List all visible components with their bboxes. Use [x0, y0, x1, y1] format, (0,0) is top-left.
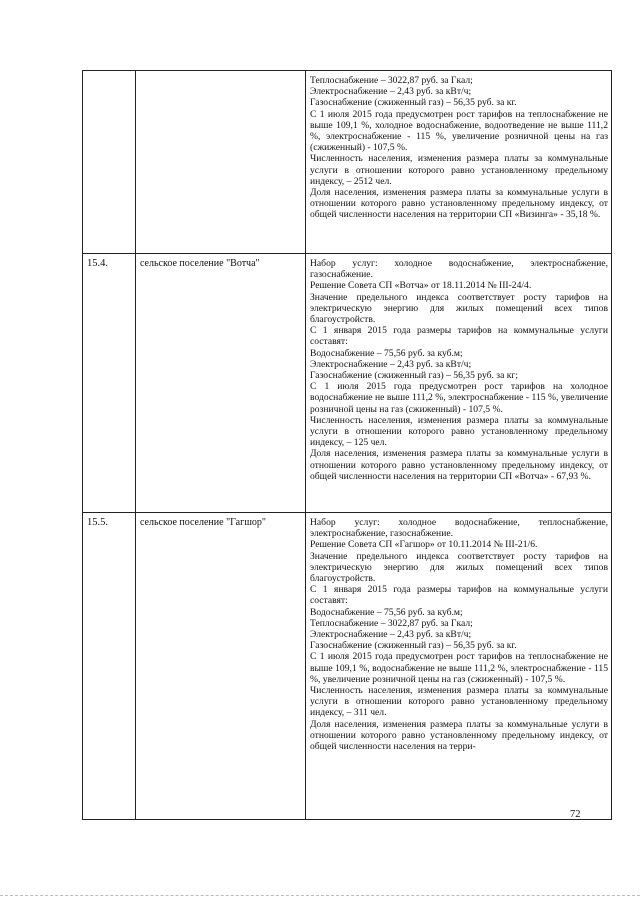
paragraph: Численность населения, изменения размера платы за коммунальные услуги в отношении которого равно установленному предельному индексу, – 2512 чел. [310, 153, 608, 187]
page-number: 72 [570, 809, 581, 820]
paragraph: Набор услуг: холодное водоснабжение, электроснабжение, газоснабжение. [310, 258, 608, 281]
paragraph: Водоснабжение – 75,56 руб. за куб.м; [310, 347, 463, 359]
tariff-table [82, 70, 612, 820]
settlement-name: сельское поселение "Гагшор" [136, 513, 306, 820]
paragraph: Электроснабжение – 2,43 руб. за кВт/ч; [310, 629, 472, 641]
table-row [83, 513, 612, 820]
paragraph: Водоснабжение – 75,56 руб. за куб.м; [310, 606, 463, 618]
row-content [306, 254, 612, 513]
paragraph: Теплоснабжение – 3022,87 руб. за Гкал; [310, 617, 473, 629]
row-number: 15.5. [83, 513, 136, 820]
paragraph: Доля населения, изменения размера платы за коммунальные услуги в отношении которого равно установленному предельному индексу, от общей численности населения на терри- [310, 718, 608, 753]
paragraph: Доля населения, изменения размера платы за коммунальные услуги в отношении которого равно установленному предельному индексу, от общей численности населения на территории СП «Вотча» - 67,93 %. [310, 448, 608, 482]
paragraph: Электроснабжение – 2,43 руб. за кВт/ч; [310, 358, 472, 370]
paragraph: С 1 июля 2015 года предусмотрен рост тарифов на теплоснабжение не выше 109,1 %, холодное водоснабжение, водоотведение не выше 111,2 %, электроснабжение - 115 %, увеличение розничной цены на газ (сжиженный) - 107,5 %. [310, 108, 608, 154]
paragraph: Теплоснабжение – 3022,87 руб. за Гкал; [310, 75, 473, 86]
paragraph: С 1 января 2015 года размеры тарифов на коммунальные услуги составят: [310, 325, 608, 348]
paragraph: Газоснабжение (сжиженный газ) – 56,35 руб. за кг. [310, 97, 517, 109]
row-number [83, 71, 136, 254]
settlement-name: сельское поселение "Вотча" [136, 254, 306, 513]
paragraph: Газоснабжение (сжиженный газ) – 56,35 руб. за кг; [310, 370, 519, 382]
paragraph: Значение предельного индекса соответствует росту тарифов на электрическую энергию для жилых помещений всех типов благоустройств. [310, 550, 608, 585]
table-row [83, 254, 612, 513]
row-number: 15.4. [83, 254, 136, 513]
paragraph: Численность населения, изменения размера платы за коммунальные услуги в отношении которого равно установленному предельному индексу, – 311 чел. [310, 685, 608, 719]
paragraph: Решение Совета СП «Вотча» от 18.11.2014 № III-24/4. [310, 280, 532, 292]
paragraph: С 1 января 2015 года размеры тарифов на коммунальные услуги составят: [310, 584, 608, 607]
paragraph: Доля населения, изменения размера платы за коммунальные услуги в отношении которого равно установленному предельному индексу, от общей численности населения на территории СП «Визинга» - 35,18 %. [310, 187, 608, 221]
settlement-name [136, 71, 306, 254]
row-content [306, 513, 612, 820]
table-row [83, 71, 612, 254]
paragraph: Значение предельного индекса соответствует росту тарифов на электрическую энергию для жилых помещений всех типов благоустройств. [310, 291, 608, 326]
paragraph: С 1 июля 2015 года предусмотрен рост тарифов на холодное водоснабжение не выше 111,2 %, электроснабжение - 115 %, увеличение розничной цены на газ (сжиженный) - 107,5 %. [310, 381, 608, 415]
paragraph: Решение Совета СП «Гагшор» от 10.11.2014 № III-21/6. [310, 539, 538, 551]
paragraph: Газоснабжение (сжиженный газ) – 56,35 руб. за кг. [310, 640, 517, 652]
paragraph: Электроснабжение – 2,43 руб. за кВт/ч; [310, 86, 472, 98]
scan-edge-divider [0, 895, 640, 896]
paragraph: С 1 июля 2015 года предусмотрен рост тарифов на теплоснабжение не выше 109,1 %, водоснабжение не выше 111,2 %, электроснабжение - 115 %, увеличение розничной цены на газ (сжиженный) - 107,5 %. [310, 651, 608, 685]
paragraph: Численность населения, изменения размера платы за коммунальные услуги в отношении которого равно установленному предельному индексу, – 125 чел. [310, 414, 608, 449]
paragraph: Набор услуг: холодное водоснабжение, теплоснабжение, электроснабжение, газоснабжение. [310, 517, 608, 540]
row-content [306, 71, 612, 254]
